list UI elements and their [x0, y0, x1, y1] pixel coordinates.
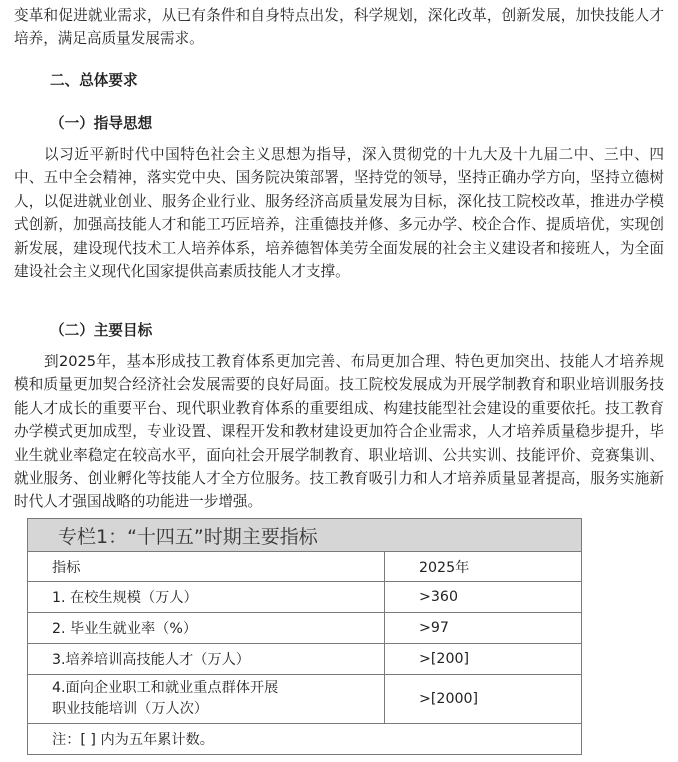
value-cell: >360 — [385, 582, 582, 613]
table-header-row — [28, 552, 582, 582]
table-caption: 专栏1：“十四五”时期主要指标 — [28, 519, 582, 552]
table-row — [28, 675, 582, 724]
table-note-row — [28, 724, 582, 755]
subheading-main-goals: （二）主要目标 — [50, 322, 153, 339]
value-cell: >[2000] — [385, 675, 582, 724]
value-cell: >[200] — [385, 644, 582, 675]
indicator-line-2: 职业技能培训（万人次） — [52, 701, 209, 717]
main-goals-paragraph: 到2025年，基本形成技工教育体系更加完善、布局更加合理、特色更加突出、技能人才培养规模和质量更加契合经济社会发展需要的良好局面。技工院校发展成为开展学制教育和职业培训服务技能人才成长的重要平台、现代职业教育体系的重要组成、构建技能型社会建设的重要依托。技工教育办学模式更加成型，专业设置、课程开发和教材建设更加符合企业需求，人才培养质量稳步提升，毕业生就业率稳定在较高水平，面向社会开展学制教育、职业培训、公共实训、技能评价、竞赛集训、就业服务、创业孵化等技能人才全方位服务。技工教育吸引力和人才培养质量显著提高，服务实施新时代人才强国战略的功能进一步增强。 — [14, 353, 664, 511]
indicator-line-1: 4.面向企业职工和就业重点群体开展 — [52, 680, 279, 696]
value-cell: >97 — [385, 613, 582, 644]
indicator-cell: 2. 毕业生就业率（%） — [28, 613, 385, 644]
indicators-table — [27, 518, 582, 755]
subheading-guiding-ideology: （一）指导思想 — [50, 115, 153, 132]
header-indicator: 指标 — [28, 552, 385, 582]
section-heading-general-requirements: 二、总体要求 — [50, 72, 138, 89]
table-note: 注：[ ] 内为五年累计数。 — [28, 724, 582, 755]
table-row — [28, 582, 582, 613]
indicator-cell — [28, 675, 385, 724]
indicator-cell: 1. 在校生规模（万人） — [28, 582, 385, 613]
indicator-cell: 3.培养培训高技能人才（万人） — [28, 644, 385, 675]
guiding-ideology-paragraph: 以习近平新时代中国特色社会主义思想为指导，深入贯彻党的十九大及十九届二中、三中、四中、五中全会精神，落实党中央、国务院决策部署，坚持党的领导，坚持正确办学方向，坚持立德树人，以促进就业创业、服务企业行业、服务经济高质量发展为目标，深化技工院校改革，推进办学模式创新，加强高技能人才和能工巧匠培养，注重德技并修、多元办学、校企合作、提质培优，实现创新发展，建设现代技术工人培养体系，培养德智体美劳全面发展的社会主义建设者和接班人，为全面建设社会主义现代化国家提供高素质技能人才支撑。 — [14, 146, 664, 281]
intro-paragraph: 变革和促进就业需求，从已有条件和自身特点出发，科学规划，深化改革，创新发展，加快技能人才培养，满足高质量发展需求。 — [14, 7, 664, 48]
table-row — [28, 613, 582, 644]
table-row — [28, 644, 582, 675]
header-year: 2025年 — [385, 552, 582, 582]
